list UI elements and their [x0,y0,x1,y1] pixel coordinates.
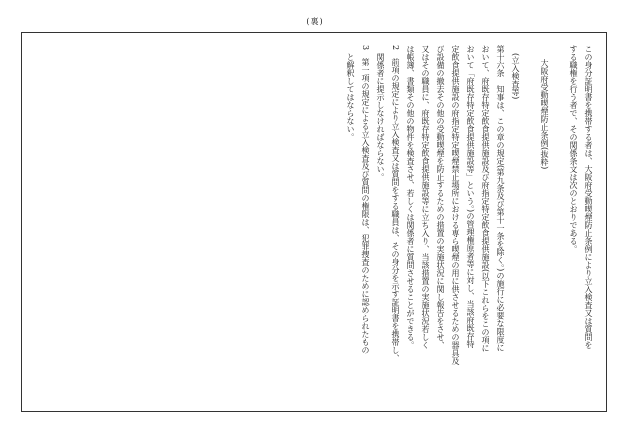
article-line: び設備の撤去その他の受動喫煙を防止するための措置の実施状況に関し報告をさせ、 [436,45,445,349]
certificate-back-frame [21,32,607,412]
article-line: おいて「府既存特定飲食提供施設等」という。)の管理権原者等に対し、当該府既存特 [466,45,475,349]
intro-line: この身分証明書を携帯する者は、大阪府受動喫煙防止条例により立入検査又は質問を [584,45,593,349]
paragraph-3-line: と解釈してはならない。 [346,53,355,141]
paragraph-2-line: 関係者に提示しなければならない。 [376,53,385,181]
act-title: 大阪府受動喫煙防止条例(抜粋) [540,59,549,170]
article-line: おいて、府既存特定飲食提供施設及び府指定特定飲食提供施設(以下これらをこの項に [481,45,490,353]
intro-line: する職権を行う者で、その関係条文は次のとおりである。 [569,45,578,253]
article-line: は帳簿、書類その他の物件を検査させ、若しくは関係者に質問させることができる。 [406,45,415,349]
paragraph-2-line: 2 前項の規定により立入検査又は質問をする職員は、その身分を示す証明書を携帯し、 [391,45,400,363]
article-line: 又はその職員に、府既存特定飲食提供施設等に立ち入り、当該措置の実施状況若しく [421,45,430,349]
article-line: 第十六条 知事は、この章の規定(第九条及び第十一条を除く。)の施行に必要な限度に [496,45,505,352]
article-line: 定飲食提供施設の府指定特定喫煙禁止場所における専ら喫煙の用に供させるための器具及 [451,45,460,365]
paragraph-3-line: 3 第一項の規定による立入検査及び質問の権限は、犯罪捜査のために認められたもの [361,45,370,355]
certificate-body-text [343,45,596,401]
side-label: (裏) [306,17,324,26]
article-heading: (立入検査等) [511,53,520,100]
